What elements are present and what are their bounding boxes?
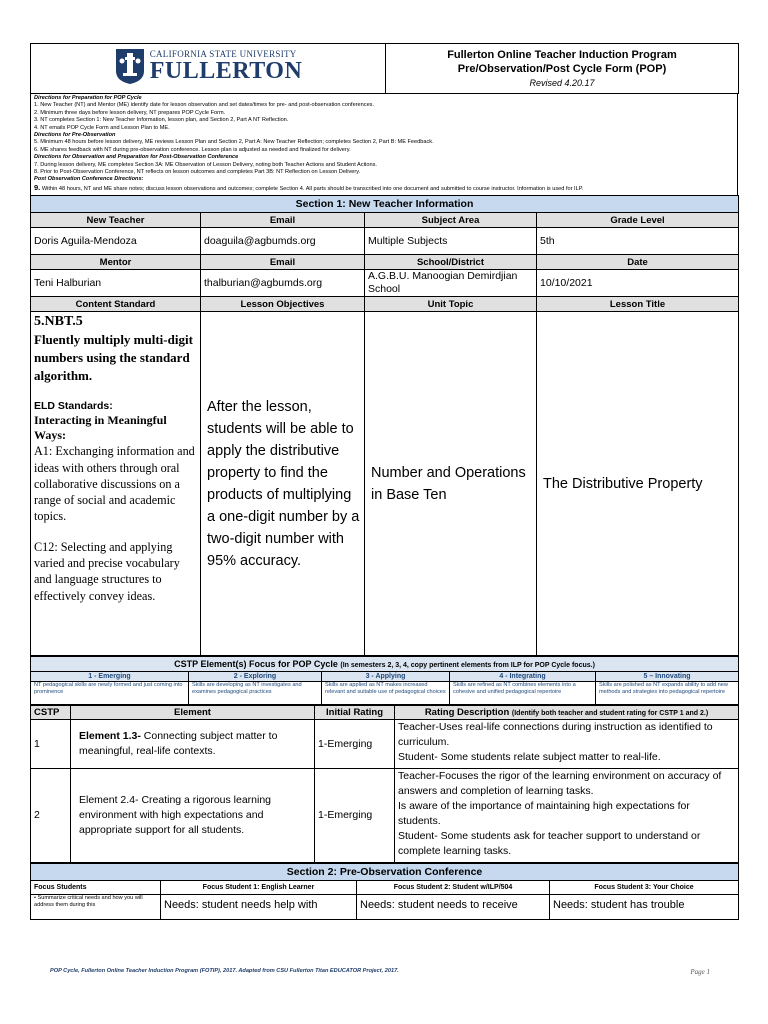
form-title: Pre/Observation/Post Cycle Form: [457, 62, 633, 75]
eld-standard-a1: A1: Exchanging information and ideas with others through oral collaborative discussions on a range of social and academic topics.: [34, 444, 195, 524]
level-innovating-desc: Skills are polished as NT expands ability to add new methods and strategies into pedagogical repertoire: [596, 682, 739, 705]
subject-area-field[interactable]: Multiple Subjects: [365, 228, 537, 255]
direction-item: 3. NT completes Section 1: New Teacher Information, lesson plan, and Section 2, Part A NT Reflection.: [34, 117, 289, 124]
form-header: [30, 43, 739, 94]
direction-item-number: 9.: [34, 182, 41, 192]
pop-form-page: [30, 43, 738, 920]
level-exploring-desc: Skills are developing as NT investigates and examines pedagogical practices: [189, 682, 322, 705]
program-title-block: [386, 44, 739, 94]
grade-level-label: Grade Level: [537, 213, 739, 228]
focus-student1-label: Focus Student 1: English Learner: [161, 881, 357, 895]
direction-item: 8. Prior to Post-Observation Conference, NT reflects on lesson outcomes and completes Part 3B: NT Reflection on Lesson Delivery.: [34, 169, 361, 176]
direction-item: 1. New Teacher (NT) and Mentor (ME) identify date for lesson observation and set dates/times for pre- and post-observation conferences.: [34, 102, 375, 109]
focus-instructions-text: Summarize critical needs and how you will address them during this: [34, 895, 143, 909]
direction-item-text: Within 48 hours, NT and ME share notes; discuss lesson observations and outcomes; complete Section 4. All parts should be transcribed into one document and submitted to course instructor. Information is used for ILP.: [41, 185, 584, 192]
form-abbr: (POP): [635, 62, 667, 75]
standard-code: 5.NBT.5: [34, 314, 83, 330]
teacher-email-field[interactable]: doaguila@agbumds.org: [201, 228, 365, 255]
initial-rating-col-label: Initial Rating: [315, 706, 395, 720]
focus-student2-label: Focus Student 2: Student w/ILP/504: [357, 881, 550, 895]
content-standard-field[interactable]: [31, 312, 201, 656]
content-standard-label: Content Standard: [31, 297, 201, 312]
school-district-label: School/District: [365, 255, 537, 270]
element-code: Element 1.3-: [79, 730, 141, 743]
focus-student3-needs-field[interactable]: Needs: student has trouble: [550, 895, 739, 920]
element-text: Connecting subject matter to meaningful, real-life contexts.: [79, 730, 278, 758]
cstp-rating-table: [30, 705, 739, 863]
section1-table: [30, 195, 739, 656]
date-label: Date: [537, 255, 739, 270]
standard-text: Fluently multiply multi-digit numbers using the standard algorithm.: [34, 332, 193, 384]
direction-item: 7. During lesson delivery, ME completes Section 3A: ME Observation of Lesson Delivery, noting both Teacher Actions and Student Actions.: [34, 161, 377, 168]
eld-standards-label: ELD Standards:: [34, 400, 113, 413]
cstp-col-label: CSTP: [31, 706, 71, 720]
rating-desc-note: (Identify both teacher and student rating for CSTP 1 and 2.): [511, 710, 709, 718]
revised-date: Revised 4.20.17: [529, 77, 595, 88]
program-title: Fullerton Online Teacher Induction Program: [447, 48, 677, 61]
level-applying-label: 3 - Applying: [322, 672, 450, 682]
cstp-levels-table: [30, 656, 739, 705]
teacher-email-label: Email: [201, 213, 365, 228]
initial-rating-field[interactable]: 1-Emerging: [315, 769, 395, 863]
directions-block: [30, 94, 738, 195]
mentor-field[interactable]: Teni Halburian: [31, 270, 201, 297]
rating-desc-col-label: [395, 706, 739, 720]
level-emerging-label: 1 - Emerging: [31, 672, 189, 682]
page-footer: [50, 968, 710, 976]
focus-student3-label: Focus Student 3: Your Choice: [550, 881, 739, 895]
rating-description-field[interactable]: [395, 769, 739, 863]
lesson-title-label: Lesson Title: [537, 297, 739, 312]
level-integrating-label: 4 - Integrating: [450, 672, 596, 682]
rating-desc-line: Student- Some students relate subject matter to real-life.: [398, 751, 661, 764]
directions-pre-heading: Directions for Pre-Observation: [34, 132, 116, 139]
subject-area-label: Subject Area: [365, 213, 537, 228]
rating-desc-line: Student- Some students ask for teacher support to understand or complete learning tasks.: [398, 830, 701, 858]
level-applying-desc: Skills are applied as NT makes increased relevant and suitable use of pedagogical choices: [322, 682, 450, 705]
cstp-element-field[interactable]: Element 2.4- Creating a rigorous learning environment with high expectations and appropriate support for all students.: [71, 769, 315, 863]
direction-item: 5. Minimum 48 hours before lesson delivery, ME reviews Lesson Plan and Section 2, Part A: New Teacher Reflection; completes Section 2, Part B: ME Feedback.: [34, 139, 434, 146]
rating-desc-line: Teacher-Focuses the rigor of the learning environment on accuracy of answers and completion of learning tasks.: [398, 770, 722, 798]
new-teacher-label: New Teacher: [31, 213, 201, 228]
directions-post-heading: Post Observation Conference Directions:: [34, 176, 144, 183]
focus-student2-needs-field[interactable]: Needs: student needs to receive: [357, 895, 550, 920]
directions-obs-heading: Directions for Observation and Preparation for Post-Observation Conference: [34, 154, 239, 161]
cstp-focus-title: [31, 657, 739, 672]
eld-standard-c12: C12: Selecting and applying varied and precise vocabulary and language structures to effectively convey ideas.: [34, 539, 180, 603]
university-system-name: CALIFORNIA STATE UNIVERSITY: [149, 49, 297, 59]
lesson-title-field[interactable]: The Distributive Property: [537, 312, 739, 656]
rating-desc-label: Rating Description: [424, 707, 510, 719]
directions-prep-heading: Directions for Preparation for POP Cycle: [34, 95, 142, 101]
unit-topic-field[interactable]: Number and Operations in Base Ten: [365, 312, 537, 656]
school-district-field[interactable]: A.G.B.U. Manoogian Demirdjian School: [365, 270, 537, 297]
page-number: Page 1: [690, 968, 710, 976]
rating-desc-line: Is aware of the importance of maintaining high expectations for students.: [398, 800, 690, 828]
unit-topic-label: Unit Topic: [365, 297, 537, 312]
direction-item: 6. ME shares feedback with NT during pre-observation conference. Lesson plan is adjusted as needed and finalized for delivery.: [34, 146, 351, 153]
cstp-element-field[interactable]: [71, 720, 315, 769]
tower-seal-icon: [114, 47, 146, 85]
focus-students-label: Focus Students: [31, 881, 161, 895]
cstp-title-note: (In semesters 2, 3, 4, copy pertinent elements from ILP for POP Cycle focus.): [340, 662, 595, 670]
university-logo: [31, 44, 386, 94]
footer-citation: POP Cycle, Fullerton Online Teacher Induction Program (FOTIP), 2017. Adapted from CSU Fullerton Titan EDUCATOR Project, 2017.: [50, 968, 399, 974]
focus-instructions: • Summarize critical needs and how you will address them during this: [31, 895, 161, 920]
direction-item: 2. Minimum three days before lesson delivery, NT prepares POP Cycle Form.: [34, 109, 226, 116]
level-exploring-label: 2 - Exploring: [189, 672, 322, 682]
university-campus-name: FULLERTON: [149, 58, 303, 84]
lesson-objectives-label: Lesson Objectives: [201, 297, 365, 312]
focus-student1-needs-field[interactable]: Needs: student needs help with: [161, 895, 357, 920]
cstp-number: 2: [31, 769, 71, 863]
rating-description-field[interactable]: [395, 720, 739, 769]
level-emerging-desc: NT pedagogical skills are newly formed and just coming into prominence: [31, 682, 189, 705]
lesson-objectives-field[interactable]: After the lesson, students will be able to apply the distributive property to find the products of multiplying a one-digit number by a two-digit number with 95% accuracy.: [201, 312, 365, 656]
direction-item: [34, 184, 734, 193]
level-innovating-label: 5 – Innovating: [596, 672, 739, 682]
element-col-label: Element: [71, 706, 315, 720]
grade-level-field[interactable]: 5th: [537, 228, 739, 255]
mentor-email-field[interactable]: thalburian@agbumds.org: [201, 270, 365, 297]
cstp-title: CSTP Element(s) Focus for POP Cycle: [174, 659, 338, 670]
direction-item: 4. NT emails POP Cycle Form and Lesson Plan to ME.: [34, 124, 170, 131]
date-field[interactable]: 10/10/2021: [537, 270, 739, 297]
new-teacher-field[interactable]: Doris Aguila-Mendoza: [31, 228, 201, 255]
section1-title: Section 1: New Teacher Information: [31, 196, 739, 213]
mentor-label: Mentor: [31, 255, 201, 270]
initial-rating-field[interactable]: 1-Emerging: [315, 720, 395, 769]
eld-subheading: Interacting in Meaningful Ways:: [34, 413, 167, 443]
cstp-number: 1: [31, 720, 71, 769]
section2-title: Section 2: Pre-Observation Conference: [31, 864, 739, 881]
rating-desc-line: Teacher-Uses real-life connections during instruction as identified to curriculum.: [398, 721, 713, 749]
mentor-email-label: Email: [201, 255, 365, 270]
section2-table: [30, 863, 739, 920]
level-integrating-desc: Skills are refined as NT combines elements into a cohesive and unified pedagogical repertoire: [450, 682, 596, 705]
